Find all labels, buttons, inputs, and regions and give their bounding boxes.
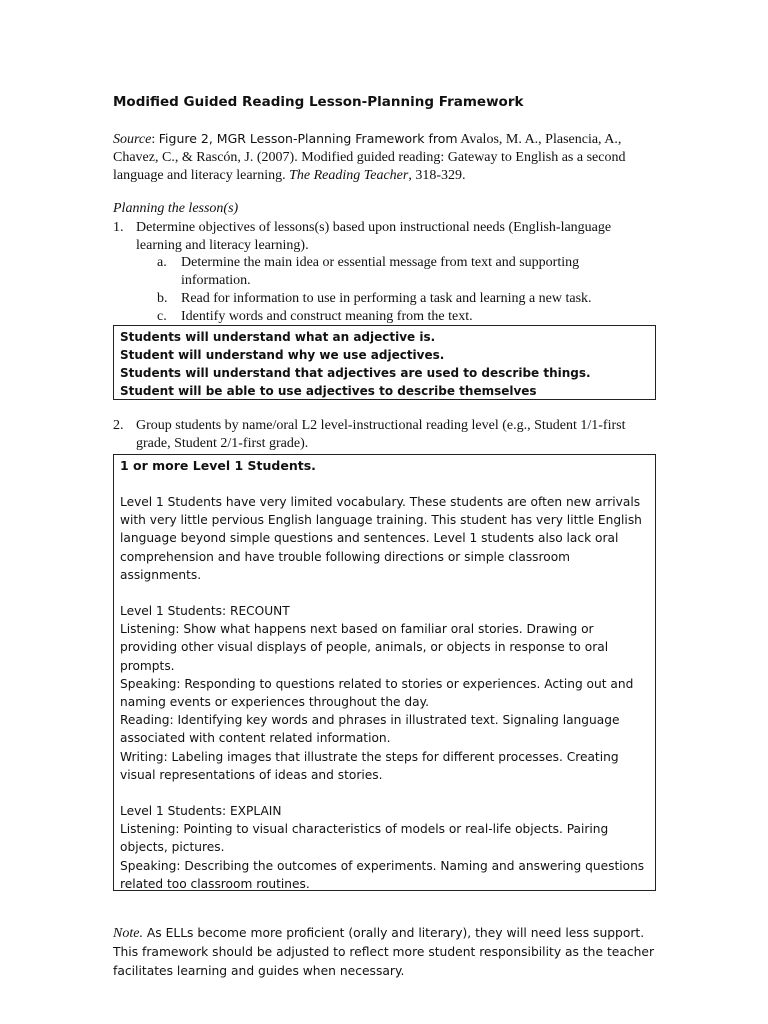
sub-list-item [157, 254, 627, 290]
explain-heading: Level 1 Students: EXPLAIN [120, 804, 282, 819]
source-colon: : [151, 132, 159, 147]
grouping-heading: 1 or more Level 1 Students. [120, 458, 316, 473]
recount-reading: Reading: Identifying key words and phrases in illustrated text. Signaling language associated with content related information. [120, 713, 620, 746]
source-citation-text: Avalos, M. A., Plasencia, A., Chavez, C., & Rascón, J. (2007). Modified guided reading: Gateway to English as a second language and literacy learning. [113, 132, 626, 183]
explain-speaking: Speaking: Describing the outcomes of experiments. Naming and answering questions related too classroom routines. [120, 858, 645, 891]
recount-heading: Level 1 Students: RECOUNT [120, 604, 290, 619]
source-label: Source [113, 132, 152, 147]
objective-line: Students will understand what an adjective is. [120, 330, 436, 344]
note-paragraph [113, 924, 658, 980]
sub-item-text: Read for information to use in performing a task and learning a new task. [181, 291, 592, 306]
source-journal: The Reading Teacher [289, 168, 409, 183]
sub-item-letter: c. [157, 309, 167, 324]
note-label: Note. [113, 926, 143, 941]
document-title: Modified Guided Reading Lesson-Planning Framework [113, 94, 524, 110]
sub-item-text: Identify words and construct meaning from the text. [181, 309, 473, 324]
recount-speaking: Speaking: Responding to questions related to stories or experiences. Acting out and naming events or experiences throughout the day. [120, 676, 634, 710]
objectives-box [113, 325, 656, 400]
sub-list-item [157, 290, 627, 308]
note-text: As ELLs become more proficient (orally and literary), they will need less support. This framework should be adjusted to reflect more student responsibility as the teacher facilitates learning and guides when necessary. [113, 926, 655, 978]
list-item-text: Group students by name/oral L2 level-instructional reading level (e.g., Student 1/1-first grade, Student 2/1-first grade). [136, 418, 626, 451]
level-description: Level 1 Students have very limited vocabulary. These students are often new arrivals with very little pervious English language training. This student has very little English language beyond simple questions and sentences. Level 1 students also lack oral comprehension and have trouble following directions or simple classroom assignments. [120, 495, 642, 582]
sub-item-letter: a. [157, 255, 167, 270]
explain-listening: Listening: Pointing to visual characteristics of models or real-life objects. Pairing objects, pictures. [120, 822, 609, 855]
list-item-text: Determine objectives of lessons(s) based upon instructional needs (English-language learning and literacy learning). [136, 220, 612, 253]
list-item-number: 1. [113, 220, 124, 235]
source-pages: , 318-329. [408, 168, 466, 183]
grouping-box [113, 454, 656, 891]
planning-heading: Planning the lesson(s) [113, 201, 239, 216]
source-figure: Figure 2, MGR Lesson-Planning Framework from [158, 131, 458, 146]
source-citation [113, 130, 658, 185]
sub-item-letter: b. [157, 291, 168, 306]
sub-item-text: Determine the main idea or essential message from text and supporting information. [181, 255, 580, 288]
objective-line: Student will understand why we use adjectives. [120, 348, 445, 362]
recount-writing: Writing: Labeling images that illustrate the steps for different processes. Creating visual representations of ideas and stories. [120, 749, 619, 782]
list-item [113, 417, 653, 453]
list-item-number: 2. [113, 418, 124, 433]
objective-line: Student will be able to use adjectives to describe themselves [120, 384, 537, 398]
sub-list-item [157, 308, 627, 326]
recount-listening: Listening: Show what happens next based on familiar oral stories. Drawing or providing other visual displays of people, animals, or objects in response to oral prompts. [120, 622, 609, 673]
objective-line: Students will understand that adjectives are used to describe things. [120, 366, 591, 380]
list-item [113, 219, 653, 255]
